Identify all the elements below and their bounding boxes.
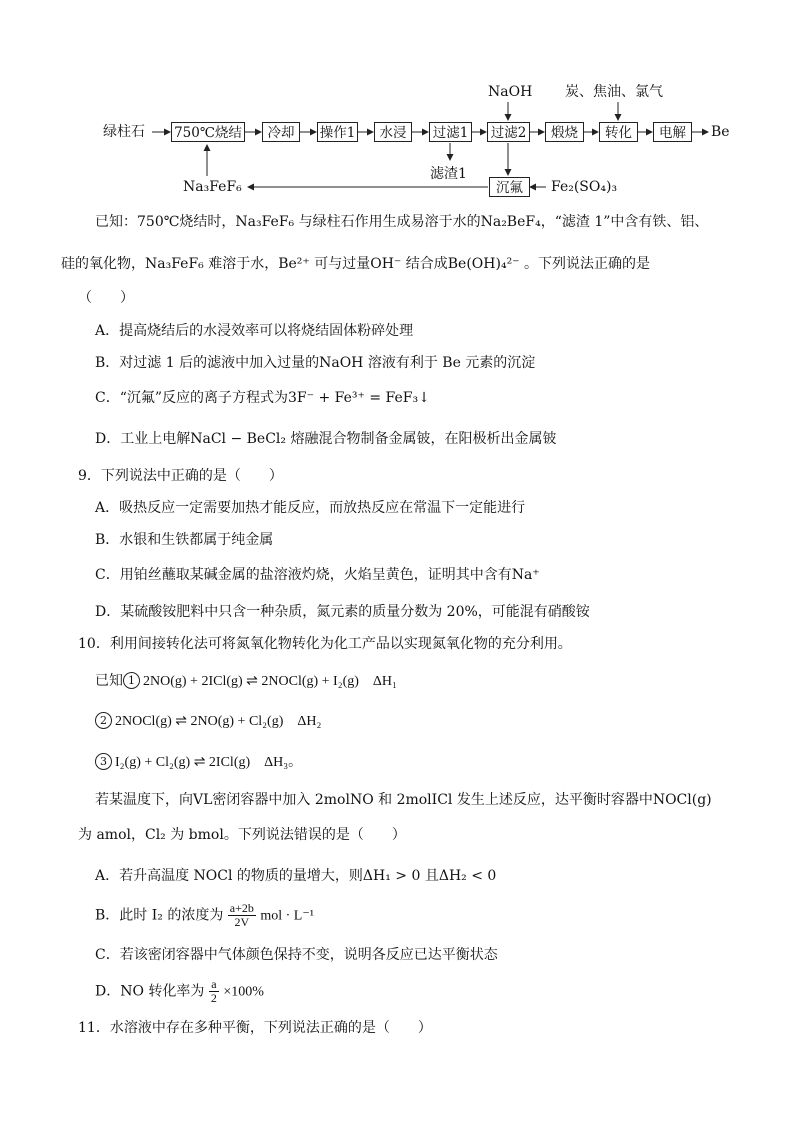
q10-option-d-fraction bbox=[209, 978, 219, 1005]
flow-reagents: 炭、焦油、氯气 bbox=[565, 84, 663, 100]
flow-recycle: Na₃FeF₆ bbox=[183, 179, 242, 195]
fraction-numerator: a bbox=[209, 978, 219, 992]
flow-box-electrolysis: 电解 bbox=[653, 122, 692, 142]
flow-box-operation1: 操作1 bbox=[317, 122, 358, 142]
flow-end: Be bbox=[711, 124, 730, 140]
circled-3-icon: 3 bbox=[95, 753, 112, 770]
circled-2-icon: 2 bbox=[95, 712, 112, 729]
q10-option-b-text: B．此时 I₂ 的浓度为 bbox=[95, 907, 224, 924]
q8-answer-paren: （ ） bbox=[78, 290, 134, 306]
q8-known-line1: 已知：750℃烧结时，Na₃FeF₆ 与绿柱石作用生成易溶于水的Na₂BeF₄，“滤渣 1”中含有铁、铝、 bbox=[95, 214, 709, 230]
fraction-denominator: 2V bbox=[234, 915, 250, 929]
q10-eq1-text: 2NO(g) + 2ICl(g) ⇌ 2NOCl(g) + I₂(g) ΔH₁ bbox=[143, 674, 397, 689]
q10-eq2-text: 2NOCl(g) ⇌ 2NO(g) + Cl₂(g) ΔH₂ bbox=[115, 714, 322, 729]
flow-box-convert: 转化 bbox=[599, 122, 638, 142]
q10-option-c: C．若该密闭容器中气体颜色保持不变，说明各反应已达平衡状态 bbox=[95, 947, 498, 963]
q8-option-c: C．“沉氟”反应的离子方程式为3F⁻ + Fe³⁺ = FeF₃↓ bbox=[95, 390, 430, 406]
q10-eq3-text: I₂(g) + Cl₂(g) ⇌ 2ICl(g) ΔH₃。 bbox=[115, 755, 303, 770]
q9-option-c: C．用铂丝蘸取某碱金属的盐溶液灼烧，火焰呈黄色，证明其中含有Na⁺ bbox=[95, 567, 540, 583]
flow-box-water-leach: 水浸 bbox=[374, 122, 412, 142]
q10-condition-line1: 若某温度下，向VL密闭容器中加入 2molNO 和 2molICl 发生上述反应，达平衡时容器中NOCl(g) bbox=[95, 792, 712, 808]
q10-option-d-text: D．NO 转化率为 bbox=[95, 983, 205, 1000]
flowchart-arrows bbox=[0, 0, 794, 210]
q10-option-b-unit: mol · L⁻¹ bbox=[260, 908, 314, 924]
flow-naoh: NaOH bbox=[488, 84, 533, 100]
q9-option-d: D．某硫酸铵肥料中只含一种杂质，氮元素的质量分数为 20%，可能混有硝酸铵 bbox=[95, 604, 590, 620]
q10-condition-line2: 为 amol，Cl₂ 为 bmol。下列说法错误的是（ ） bbox=[78, 827, 406, 843]
q10-known-label: 已知 bbox=[95, 673, 123, 689]
flow-residue: 滤渣1 bbox=[430, 166, 467, 182]
q9-option-b: B．水银和生铁都属于纯金属 bbox=[95, 532, 274, 548]
circled-1-icon: 1 bbox=[123, 672, 140, 689]
q8-option-d: D．工业上电解NaCl − BeCl₂ 熔融混合物制备金属铍，在阳极析出金属铍 bbox=[95, 431, 557, 447]
q10-option-a: A．若升高温度 NOCl 的物质的量增大，则ΔH₁ > 0 且ΔH₂ < 0 bbox=[95, 868, 497, 884]
flow-box-sintering: 750℃烧结 bbox=[171, 122, 245, 142]
flow-start: 绿柱石 bbox=[103, 124, 145, 140]
fraction-numerator: a+2b bbox=[229, 901, 254, 915]
q10-equation-2 bbox=[95, 711, 321, 732]
q10-equation-1 bbox=[95, 671, 397, 692]
q11-stem: 11．水溶液中存在多种平衡，下列说法正确的是（ ） bbox=[78, 1020, 432, 1036]
q8-option-a: A．提高烧结后的水浸效率可以将烧结固体粉碎处理 bbox=[95, 323, 414, 339]
q8-option-b: B．对过滤 1 后的滤液中加入过量的NaOH 溶液有利于 Be 元素的沉淀 bbox=[95, 355, 536, 371]
q10-option-b-fraction bbox=[228, 902, 256, 929]
fraction-denominator: 2 bbox=[210, 991, 217, 1005]
q9-option-a: A．吸热反应一定需要加热才能反应，而放热反应在常温下一定能进行 bbox=[95, 500, 526, 516]
flow-box-defluorinate: 沉氟 bbox=[489, 177, 530, 197]
q10-option-b bbox=[95, 902, 314, 929]
q10-stem: 10．利用间接转化法可将氮氧化物转化为化工产品以实现氮氧化物的充分利用。 bbox=[78, 636, 572, 652]
flow-box-cooling: 冷却 bbox=[262, 122, 300, 142]
q10-option-d-suffix: ×100% bbox=[223, 984, 264, 1000]
q10-equation-3 bbox=[95, 752, 302, 773]
q10-option-d bbox=[95, 978, 264, 1005]
flow-box-calcine: 煅烧 bbox=[545, 122, 584, 142]
flow-box-filter1: 过滤1 bbox=[429, 122, 472, 142]
q8-known-line2: 硅的氧化物，Na₃FeF₆ 难溶于水，Be²⁺ 可与过量OH⁻ 结合成Be(OH)₄²⁻ 。下列说法正确的是 bbox=[61, 256, 651, 272]
flow-fe-salt: Fe₂(SO₄)₃ bbox=[551, 179, 618, 195]
flow-box-filter2: 过滤2 bbox=[487, 122, 530, 142]
q9-stem: 9．下列说法中正确的是（ ） bbox=[78, 468, 283, 484]
